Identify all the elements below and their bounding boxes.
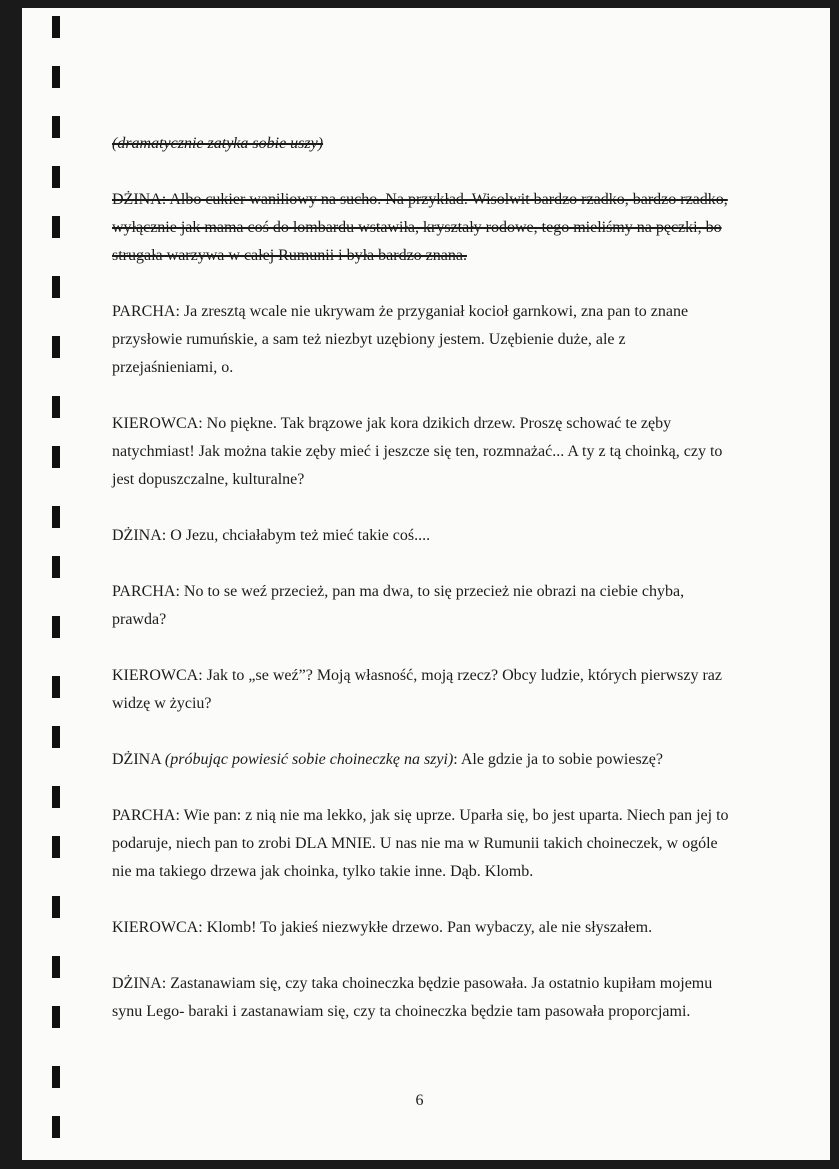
dialogue-line: KIEROWCA: No piękne. Tak brązowe jak kora dzikich drzew. Proszę schować te zęby natychmiast! Jak można takie zęby mieć i jeszcze się ten, rozmnażać... A ty z tą choinką, czy to jest dopuszczalne, kulturalne? (112, 415, 723, 488)
dialogue-line: DŻINA: O Jezu, chciałabym też mieć takie coś.... (112, 527, 431, 544)
binding-hole (52, 896, 60, 918)
binding-hole (52, 506, 60, 528)
page-number: 6 (415, 1092, 424, 1109)
script-text (112, 130, 732, 1054)
dialogue-text: : Ale gdzie ja to sobie powieszę? (453, 751, 663, 768)
dialogue-line: PARCHA: No to se weź przecież, pan ma dwa, to się przecież nie obrazi na ciebie chyba, prawda? (112, 583, 685, 628)
dialogue-line: DŻINA: Zastanawiam się, czy taka choineczka będzie pasowała. Ja ostatnio kupiłam mojemu synu Lego- baraki i zastanawiam się, czy ta choineczka będzie tam pasowała proporcjami. (112, 975, 713, 1020)
binding-hole (52, 1116, 60, 1138)
binding-hole (52, 556, 60, 578)
binding-hole (52, 1066, 60, 1088)
binding-hole (52, 276, 60, 298)
stage-direction-struck: (dramatycznie zatyka sobie uszy) (112, 135, 324, 152)
dialogue-line: PARCHA: Ja zresztą wcale nie ukrywam że przyganiał kocioł garnkowi, zna pan to znane przysłowie rumuńskie, a sam też niezbyt uzębiony jestem. Uzębienie duże, ale z przejaśnieniami, o. (112, 303, 689, 376)
binding-hole (52, 786, 60, 808)
binding-hole (52, 836, 60, 858)
binding-hole (52, 446, 60, 468)
dialogue-line: PARCHA: Wie pan: z nią nie ma lekko, jak się uprze. Uparła się, bo jest uparta. Niech pan jej to podaruje, niech pan to zrobi DLA MNIE. U nas nie ma w Rumunii takich choineczek, w ogóle nie ma takiego drzewa jak choinka, tylko takie inne. Dąb. Klomb. (112, 807, 729, 880)
binding-hole (52, 1006, 60, 1028)
dialogue-line: KIEROWCA: Klomb! To jakieś niezwykłe drzewo. Pan wybaczy, ale nie słyszałem. (112, 919, 653, 936)
binding-hole (52, 16, 60, 38)
binding-hole (52, 956, 60, 978)
binding-hole (52, 216, 60, 238)
dialogue-line-struck: DŻINA: Albo cukier waniliowy na sucho. Na przykład. Wisolwit bardzo rzadko, bardzo rzadko, wyłącznie jak mama coś do lombardu wstawiła, kryształy rodowe, tego mieliśmy na pęczki, bo strugała warzywa w całej Rumunii i była bardzo znana. (112, 191, 728, 264)
binding-hole (52, 396, 60, 418)
binding-hole (52, 116, 60, 138)
binding-hole (52, 726, 60, 748)
binding-hole (52, 166, 60, 188)
binding-hole (52, 676, 60, 698)
binding-hole (52, 616, 60, 638)
dialogue-line: KIEROWCA: Jak to „se weź”? Moją własność, moją rzecz? Obcy ludzie, których pierwszy raz widzę w życiu? (112, 667, 722, 712)
binding-hole (52, 336, 60, 358)
dialogue-line-with-direction (112, 746, 732, 774)
stage-direction: (próbując powiesić sobie choineczkę na szyi) (164, 751, 454, 768)
speaker-name: DŻINA (112, 751, 161, 768)
binding-hole (52, 66, 60, 88)
